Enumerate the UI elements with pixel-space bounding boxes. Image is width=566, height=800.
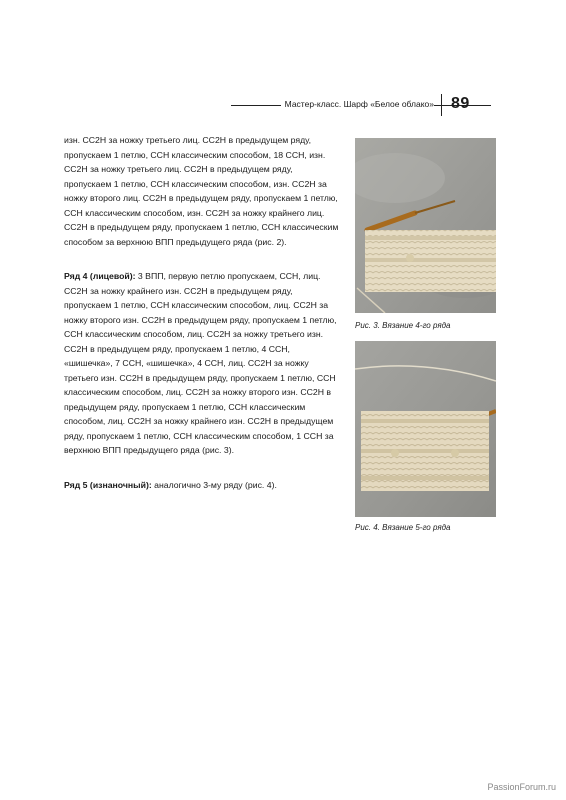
figure-3-photo — [355, 138, 496, 313]
paragraph-row-4 — [64, 269, 339, 458]
figure-4-photo — [355, 341, 496, 517]
body-text — [64, 133, 339, 512]
row-5-text: аналогично 3-му ряду (рис. 4). — [151, 479, 277, 490]
row-4-label: Ряд 4 (лицевой): — [64, 271, 136, 281]
figure-3-caption: Рис. 3. Вязание 4-го ряда — [355, 321, 451, 330]
row-5-label: Ряд 5 (изнаночный): — [64, 479, 152, 490]
figure-4-caption: Рис. 4. Вязание 5-го ряда — [355, 523, 451, 532]
running-header: Мастер-класс. Шарф «Белое облако» — [281, 99, 434, 109]
page-number: 89 — [451, 95, 470, 112]
paragraph-continuation: изн. СС2Н за ножку третьего лиц. СС2Н в предыдущем ряду, пропускаем 1 петлю, ССН классическим способом, 18 ССН, изн. СС2Н за ножку третьего лиц. СС2Н в предыдущем ряду, пропускаем 1 петлю, ССН классическим способом, изн. СС2Н за ножку второго лиц. СС2Н в предыдущем ряду, пропускаем 1 петлю, ССН классическим способом, изн. СС2Н за ножку крайнего лиц. СС2Н в предыдущем ряду, пропускаем 1 петлю, ССН классическим способом за верхнюю ВПП предыдущего ряда (рис. 2). — [64, 135, 339, 247]
row-4-text: 3 ВПП, первую петлю пропускаем, ССН, лиц. СС2Н за ножку крайнего изн. СС2Н в предыдущем ряду, пропускаем 1 петлю, ССН классическим способом, лиц. СС2Н за ножку второго изн. СС2Н в предыдущем ряду, пропускаем 1 петлю, ССН классическим способом, лиц. СС2Н за ножку третьего изн. СС2Н в предыдущем ряду, пропускаем 1 петлю, 4 ССН, «шишечка», 7 ССН, «шишечка», 4 ССН, лиц. СС2Н за ножку третьего изн. СС2Н в предыдущем ряду, пропускаем 1 петлю, ССН классическим способом, лиц. СС2Н за ножку второго изн. СС2Н в предыдущем ряду, пропускаем 1 петлю, ССН классическим способом, лиц. СС2Н за ножку крайнего изн. СС2Н в предыдущем ряду, пропускаем 1 петлю, ССН классическим способом, 1 ССН за верхнюю ВПП предыдущего ряда (рис. 3). — [64, 271, 337, 455]
header-separator — [441, 94, 442, 116]
watermark: PassionForum.ru — [487, 782, 556, 792]
paragraph-row-5 — [64, 478, 339, 493]
